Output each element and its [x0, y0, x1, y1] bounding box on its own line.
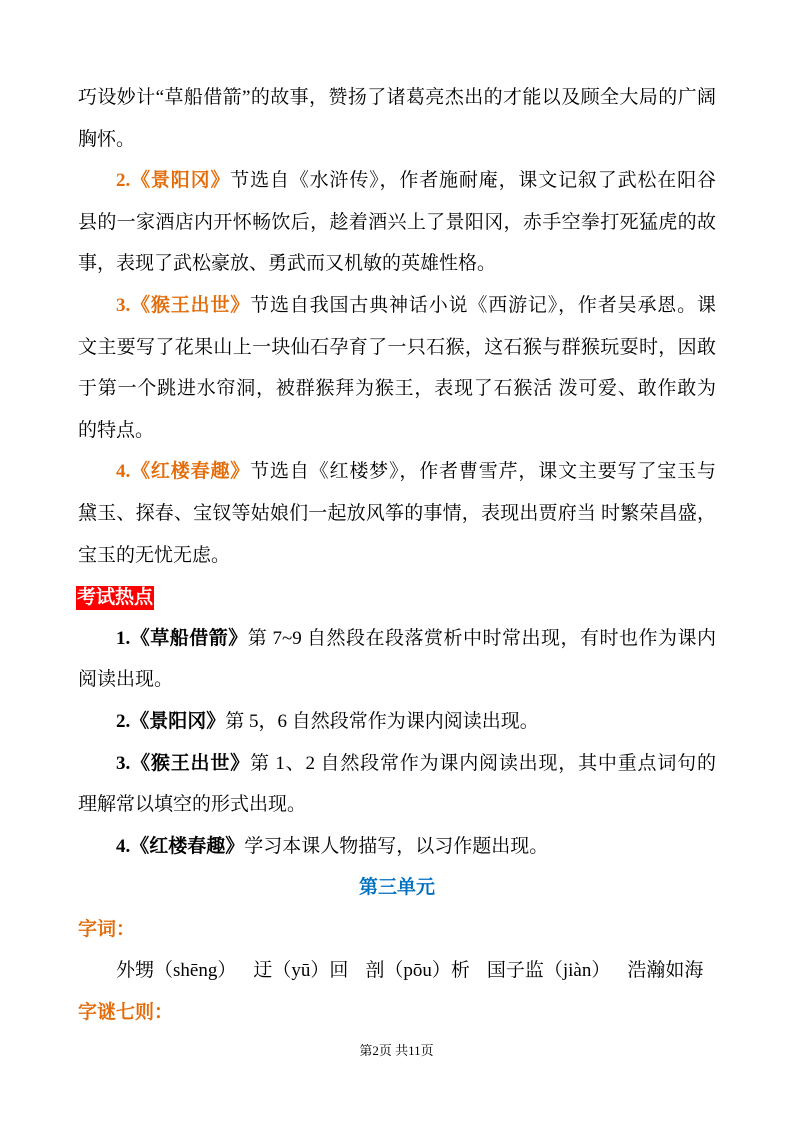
- exam-hotspots-badge: 考试热点: [77, 586, 154, 608]
- summary-houwangchushi-line: [78, 285, 716, 327]
- exam-hotspots-heading-line: [78, 576, 716, 618]
- vocab-item: 浩瀚如海: [627, 960, 704, 982]
- unit-title: 第三单元: [358, 877, 435, 899]
- vocab-line: [78, 950, 716, 992]
- summary-text: 于第一个跳进水帘洞，被群猴拜为猴王，表现了石猴活 泼可爱、敢作敢为: [78, 378, 716, 400]
- hotspot-item-line: [78, 784, 716, 826]
- vocab-item: 迂（yū）回: [253, 960, 349, 982]
- hotspot-text: 第 1、2 自然段常作为课内阅读出现，其中重点词句的: [249, 752, 716, 774]
- summary-text: 的特点。: [78, 419, 155, 441]
- hotspot-title-houwangchushi: 3.《猴王出世》: [116, 752, 250, 774]
- summary-text: 节选自我国古典神话小说《西游记》，作者吴承恩。课: [250, 294, 716, 316]
- summary-houwangchushi-line: [78, 410, 716, 452]
- lesson-title-houwangchushi: 3.《猴王出世》: [116, 294, 251, 316]
- hotspot-title-hongloucunqu: 4.《红楼春趣》: [116, 835, 245, 857]
- vocab-item: 剖（pōu）析: [365, 960, 470, 982]
- page-number-footer: 第2页 共11页: [359, 1043, 434, 1058]
- paragraph-line: [78, 119, 716, 161]
- riddles-heading: 字谜七则：: [78, 1002, 174, 1024]
- hotspot-title-caochuanjiejian: 1.《草船借箭》: [116, 627, 248, 649]
- hotspot-text: 第 5，6 自然段常作为课内阅读出现。: [225, 710, 539, 732]
- summary-houwangchushi-line: [78, 327, 716, 369]
- hotspot-text: 阅读出现。: [78, 669, 174, 691]
- hotspot-text: 理解常以填空的形式出现。: [78, 794, 307, 816]
- summary-hongloucunqu-line: [78, 535, 716, 577]
- summary-text: 节选自《红楼梦》，作者曹雪芹，课文主要写了宝玉与: [250, 461, 716, 483]
- vocab-heading: 字词：: [78, 918, 136, 940]
- summary-text: 文主要写了花果山上一块仙石孕育了一只石猴，这石猴与群猴玩耍时，因敢: [78, 336, 716, 358]
- summary-jingyanggang-line: [78, 243, 716, 285]
- lesson-title-jingyanggang: 2.《景阳冈》: [116, 170, 231, 192]
- hotspot-item-line: [78, 743, 716, 785]
- vocab-item: 外甥（shēng）: [116, 960, 237, 982]
- summary-text: 事，表现了武松豪放、勇武而又机敏的英雄性格。: [78, 253, 497, 275]
- summary-text: 黛玉、探春、宝钗等姑娘们一起放风筝的事情，表现出贾府当 时繁荣昌盛，: [78, 502, 716, 524]
- hotspot-text: 学习本课人物描写，以习作题出现。: [244, 835, 549, 857]
- summary-jingyanggang-line: [78, 160, 716, 202]
- summary-hongloucunqu-line: [78, 493, 716, 535]
- summary-jingyanggang-line: [78, 202, 716, 244]
- hotspot-item-line: [78, 618, 716, 660]
- summary-hongloucunqu-line: [78, 451, 716, 493]
- summary-houwangchushi-line: [78, 368, 716, 410]
- vocab-item: 国子监（jiàn）: [486, 960, 611, 982]
- summary-text: 节选自《水浒传》，作者施耐庵，课文记叙了武松在阳谷: [230, 170, 716, 192]
- summary-text: 县的一家酒店内开怀畅饮后，趁着酒兴上了景阳冈，赤手空拳打死猛虎的故: [78, 211, 716, 233]
- hotspot-item-line: [78, 701, 716, 743]
- summary-text: 宝玉的无忧无虑。: [78, 544, 231, 566]
- paragraph-line: [78, 77, 716, 119]
- lesson-title-hongloucunqu: 4.《红楼春趣》: [116, 461, 251, 483]
- paragraph-text: 巧设妙计“草船借箭”的故事，赞扬了诸葛亮杰出的才能以及顾全大局的广阔: [78, 87, 716, 108]
- paragraph-text: 胸怀。: [78, 128, 136, 150]
- page-content: [78, 77, 716, 1034]
- hotspot-title-jingyanggang: 2.《景阳冈》: [116, 710, 226, 732]
- hotspot-text: 第 7~9 自然段在段落赏析中时常出现，有时也作为课内: [247, 627, 716, 649]
- hotspot-item-line: [78, 659, 716, 701]
- hotspot-item-line: [78, 826, 716, 868]
